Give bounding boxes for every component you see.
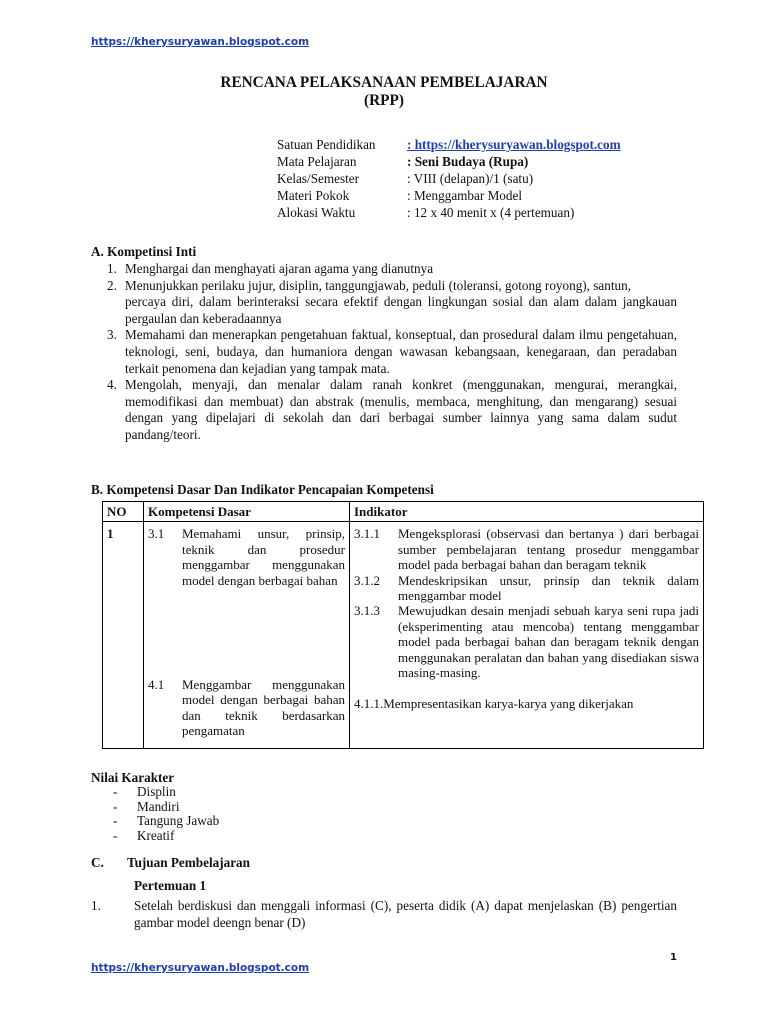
page-subtitle: (RPP) <box>364 92 404 109</box>
nilai-item: Mandiri <box>137 798 180 814</box>
identity-row <box>277 204 574 221</box>
list-item <box>91 327 677 377</box>
identity-label: Materi Pokok <box>277 188 350 203</box>
list-item <box>91 278 677 328</box>
item-number: 4. <box>107 377 117 393</box>
kd-number: 4.1 <box>148 677 165 693</box>
item-number: 2. <box>107 277 117 293</box>
identity-label: Kelas/Semester <box>277 171 360 186</box>
identity-value: : VIII (delapan)/1 (satu) <box>407 171 534 186</box>
row-number: 1 <box>103 522 144 749</box>
item-text <box>125 278 677 328</box>
objective-number: 1. <box>91 898 101 913</box>
indicator-item <box>354 526 699 572</box>
kd-item <box>148 677 345 739</box>
table-row <box>103 522 704 749</box>
item-text-part: Menunjukkan perilaku jujur, disiplin, tanggungjawab, peduli (toleransi, gotong royong), santun, <box>125 277 632 293</box>
objective-text: Setelah berdiskusi dan menggali informasi (C), peserta didik (A) dapat menjelaskan (B) pengertian gambar model deengn benar (D) <box>134 898 677 930</box>
indicator-item <box>354 603 699 680</box>
kd-item <box>148 526 345 588</box>
identity-row <box>277 153 528 170</box>
indicator-number: 3.1.1 <box>354 526 380 542</box>
section-c-letter: C. <box>91 855 104 870</box>
identity-row <box>277 136 621 153</box>
table-header-no: NO <box>103 502 144 522</box>
school-link[interactable]: : https://kherysuryawan.blogspot.com <box>407 137 621 152</box>
kd-text: Memahami unsur, prinsip, teknik dan prosedur menggambar menggunakan model dengan berbagai bahan <box>182 526 345 588</box>
identity-value: : 12 x 40 menit x (4 pertemuan) <box>407 205 575 220</box>
list-item: - Kreatif <box>113 827 175 843</box>
nilai-item: Kreatif <box>137 827 175 843</box>
table-header-kd: Kompetensi Dasar <box>144 502 350 522</box>
item-number: 3. <box>107 327 117 343</box>
kd-cell <box>144 522 350 749</box>
table-header-row <box>103 502 704 522</box>
kd-number: 3.1 <box>148 526 165 542</box>
indicator-item <box>354 573 699 604</box>
item-text: Menghargai dan menghayati ajaran agama yang dianutnya <box>125 261 434 276</box>
indicator-text: Mendeskripsikan unsur, prinsip dan teknik dalam menggambar model <box>398 572 699 604</box>
item-text: Mengolah, menyaji, dan menalar dalam ranah konkret (menggunakan, mengurai, merangkai, memodifikasi dan membuat) dan abstrak (menulis, membaca, menghitung, dan mengarang) sesuai dengan yang dipelajari di sekolah dan dari berbagai sumber lainnya yang sama dalam sudut pandang/teori. <box>125 377 677 442</box>
section-a-heading: A. Kompetinsi Inti <box>91 244 197 259</box>
nilai-item: Tangung Jawab <box>137 813 220 829</box>
nilai-item: Displin <box>137 784 176 800</box>
footer-link[interactable]: https://kherysuryawan.blogspot.com <box>91 962 310 974</box>
header-link[interactable]: https://kherysuryawan.blogspot.com <box>91 36 310 48</box>
indicator-text: Mengeksplorasi (observasi dan bertanya ) dari berbagai sumber pembelajaran tentang prosedur menggambar model pada berbagai bahan dan beragam teknik <box>398 526 699 573</box>
list-item <box>91 377 677 443</box>
list-item <box>91 261 677 278</box>
identity-value: : Seni Budaya (Rupa) <box>407 154 529 169</box>
nilai-karakter <box>91 771 219 843</box>
page-title: RENCANA PELAKSANAAN PEMBELAJARAN <box>220 74 548 91</box>
kd-text: Menggambar menggunakan model dengan berbagai bahan dan teknik berdasarkan pengamatan <box>182 677 345 739</box>
item-number: 1. <box>107 261 117 276</box>
page-number: 1 <box>670 952 677 963</box>
table-header-indikator: Indikator <box>350 502 704 522</box>
section-c-heading: Tujuan Pembelajaran <box>127 855 250 870</box>
indicator-number: 3.1.3 <box>354 603 380 619</box>
indicator-number: 3.1.2 <box>354 572 380 588</box>
item-text-part: percaya diri, dalam berinteraksi secara efektif dengan lingkungan sosial dan alam dalam jangkauan pergaulan dan keberadaannya <box>125 294 677 326</box>
indikator-cell <box>350 522 704 749</box>
identity-label: Mata Pelajaran <box>277 154 357 169</box>
item-text: Memahami dan menerapkan pengetahuan faktual, konseptual, dan prosedural dalam ilmu pengetahuan, teknologi, seni, budaya, dan humaniora dengan wawasan kebangsaan, kenegaraan, dan peradaban terkait penomena dan kejadian yang tampak mata. <box>125 327 677 376</box>
meeting-heading: Pertemuan 1 <box>134 878 207 893</box>
section-b-heading: B. Kompetensi Dasar Dan Indikator Pencapaian Kompetensi <box>91 482 434 497</box>
identity-row <box>277 170 533 187</box>
indicator-item: 4.1.1.Mempresentasikan karya-karya yang dikerjakan <box>354 696 634 712</box>
identity-label: Satuan Pendidikan <box>277 137 376 152</box>
nilai-heading: Nilai Karakter <box>91 770 175 785</box>
list-item: - Displin <box>113 784 176 800</box>
identity-value: : Menggambar Model <box>407 188 522 203</box>
indicator-text: Mewujudkan desain menjadi sebuah karya seni rupa jadi (eksperimenting atau mencoba) tentang menggambar model pada berbagai bahan dan beragam teknik dengan menggunakan peralatan dan bahan yang disediakan siswa masing-masing. <box>398 603 699 681</box>
identity-label: Alokasi Waktu <box>277 205 356 220</box>
list-item: - Tangung Jawab <box>113 813 220 829</box>
kompetensi-inti-list <box>91 261 677 444</box>
competency-table <box>102 501 704 749</box>
identity-row <box>277 187 522 204</box>
list-item: - Mandiri <box>113 798 180 814</box>
